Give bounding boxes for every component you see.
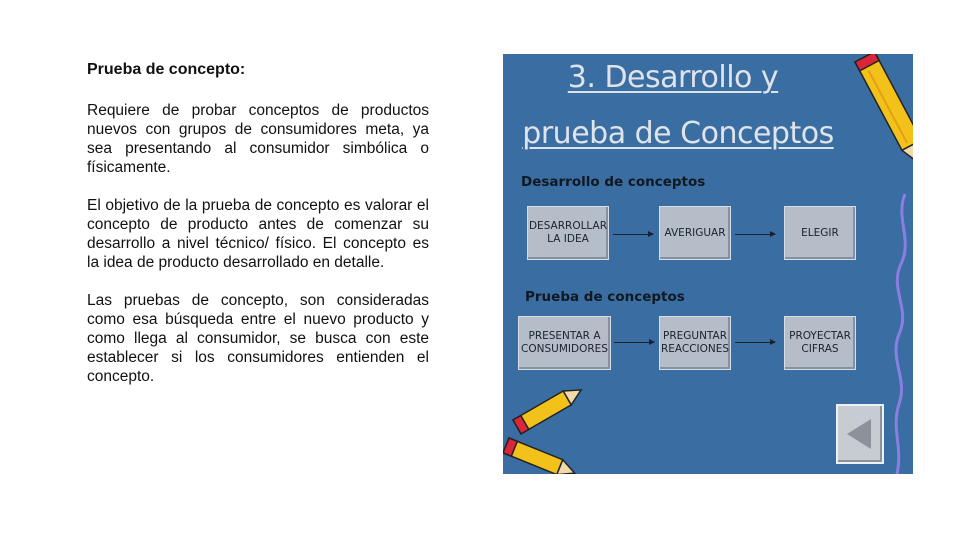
pencil-icon <box>513 383 585 434</box>
concept-slide-panel <box>503 54 913 474</box>
slide-title-line1: 3. Desarrollo y <box>567 60 779 95</box>
text-column <box>87 60 429 386</box>
squiggle-line <box>896 194 905 474</box>
paragraph-objective: El objetivo de la prueba de concepto es valorar el concepto de producto antes de comenzar su desarrollo a nivel técnico/ físico. El concepto es la idea de producto desarrollado en detalle. <box>87 197 429 271</box>
paragraph-requirement: Requiere de probar conceptos de productos nuevos con grupos de consumidores meta, ya sea presentando al consumidor simbólica o físicamente. <box>87 102 429 176</box>
paragraph-tests: Las pruebas de concepto, son consideradas como esa búsqueda entre el nuevo producto y como llega al consumidor, se busca con este establecer si los consumidores entienden el concepto. <box>87 292 429 385</box>
slide-title-line2: prueba de Conceptos <box>522 116 834 151</box>
step-present-consumers: PRESENTAR A CONSUMIDORES <box>518 316 611 370</box>
pencil-icon <box>503 438 578 474</box>
pencil-icon <box>855 54 913 171</box>
step-develop-idea: DESARROLLAR LA IDEA <box>527 206 609 260</box>
section-heading: Prueba de concepto: <box>87 61 246 78</box>
decorations <box>503 54 913 474</box>
step-ask-reactions: PREGUNTAR REACCIONES <box>659 316 731 370</box>
step-investigate: AVERIGUAR <box>659 206 731 260</box>
step-choose: ELEGIR <box>784 206 856 260</box>
section-label-development: Desarrollo de conceptos <box>521 174 706 190</box>
step-project-figures: PROYECTAR CIFRAS <box>784 316 856 370</box>
section-label-testing: Prueba de conceptos <box>525 289 685 305</box>
